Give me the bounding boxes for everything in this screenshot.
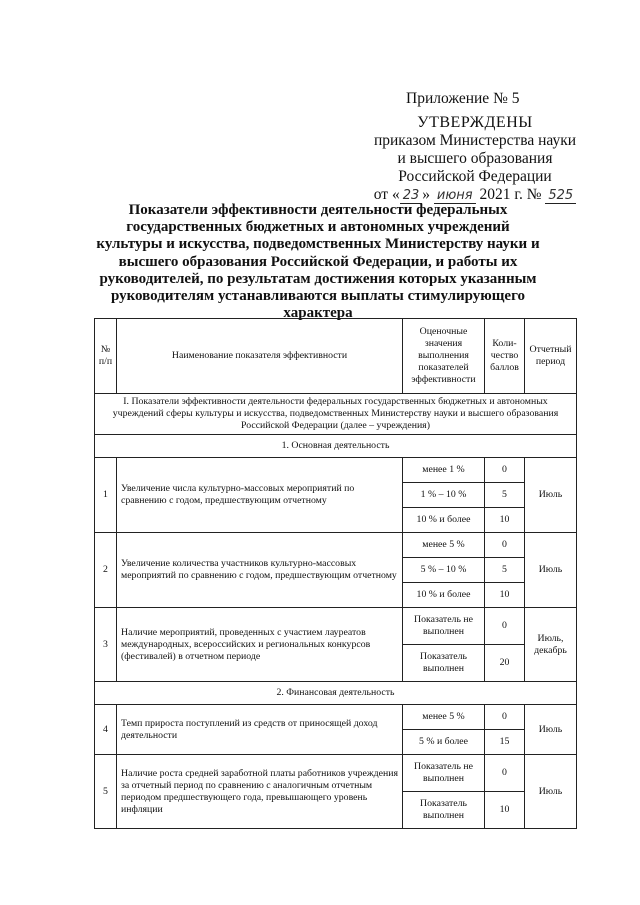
row-1-points-1: 0 [485, 458, 525, 483]
subsection-1-title: 1. Основная деятельность [95, 435, 577, 458]
row-2-period: Июль [525, 533, 577, 608]
row-1-value-1: менее 1 % [403, 458, 485, 483]
row-4-value-1: менее 5 % [403, 705, 485, 730]
row-1-points-3: 10 [485, 508, 525, 533]
approved-heading: УТВЕРЖДЕНЫ [417, 114, 533, 131]
row-2-value-1: менее 5 % [403, 533, 485, 558]
subsection-2-title: 2. Финансовая деятельность [95, 682, 577, 705]
row-2-points-1: 0 [485, 533, 525, 558]
row-2-value-3: 10 % и более [403, 583, 485, 608]
header-name: Наименование показателя эффективности [117, 319, 403, 394]
row-3-period: Июль, декабрь [525, 608, 577, 682]
row-3-value-1: Показатель не выполнен [403, 608, 485, 645]
date-month-handwritten: июня [434, 189, 476, 204]
table-row [95, 705, 577, 730]
row-5-points-1: 0 [485, 755, 525, 792]
row-2-points-3: 10 [485, 583, 525, 608]
date-mid: » [422, 186, 431, 203]
row-4-value-2: 5 % и более [403, 730, 485, 755]
table-row [95, 608, 577, 645]
row-5-num: 5 [95, 755, 117, 829]
row-2-points-2: 5 [485, 558, 525, 583]
indicators-table [94, 318, 577, 829]
row-2-value-2: 5 % – 10 % [403, 558, 485, 583]
row-5-name: Наличие роста средней заработной платы работников учреждения за отчетный период по сравнению с аналогичным отчетным периодом предшествующего года, превышающего уровень инфляции [117, 755, 403, 829]
row-5-period: Июль [525, 755, 577, 829]
table-row [95, 458, 577, 483]
date-year: 2021 г. № [479, 186, 542, 203]
row-5-value-2: Показатель выполнен [403, 792, 485, 829]
subsection-row [95, 435, 577, 458]
order-line-1: приказом Министерства науки [373, 132, 577, 149]
subsection-row [95, 682, 577, 705]
row-1-num: 1 [95, 458, 117, 533]
row-4-period: Июль [525, 705, 577, 755]
header-values: Оценочные значения выполнения показателей эффективности [403, 319, 485, 394]
table-header-row [95, 319, 577, 394]
appendix-label: Приложение № 5 [406, 90, 520, 107]
document-title: Показатели эффективности деятельности федеральных государственных бюджетных и автономных учреждений культуры и искусства, подведомственных Министерству науки и высшего образования Российской Федерации, и работы их руководителей, по результатам достижения которых указанным руководителям устанавливаются выплаты стимулирующего характера [96, 202, 540, 322]
header-period: Отчетный период [525, 319, 577, 394]
order-line-3: Российской Федерации [398, 168, 552, 185]
date-prefix: от « [373, 186, 400, 203]
row-4-num: 4 [95, 705, 117, 755]
header-points: Коли-чество баллов [485, 319, 525, 394]
row-3-points-2: 20 [485, 645, 525, 682]
section-1-title: I. Показатели эффективности деятельности федеральных государственных бюджетных и автономных учреждений сферы культуры и искусства, подведомственных Министерству науки и высшего образования Российской Федерации (далее – учреждения) [95, 394, 577, 435]
row-1-value-3: 10 % и более [403, 508, 485, 533]
row-5-points-2: 10 [485, 792, 525, 829]
row-4-name: Темп прироста поступлений из средств от приносящей доход деятельности [117, 705, 403, 755]
section-row [95, 394, 577, 435]
table-row [95, 755, 577, 792]
row-3-value-2: Показатель выполнен [403, 645, 485, 682]
row-3-points-1: 0 [485, 608, 525, 645]
row-4-points-2: 15 [485, 730, 525, 755]
row-2-name: Увеличение количества участников культурно-массовых мероприятий по сравнению с годом, предшествующим отчетному [117, 533, 403, 608]
row-5-value-1: Показатель не выполнен [403, 755, 485, 792]
order-line-2: и высшего образования [397, 150, 553, 167]
date-day-handwritten: 23 [400, 189, 423, 204]
header-num: № п/п [95, 319, 117, 394]
row-1-period: Июль [525, 458, 577, 533]
row-3-num: 3 [95, 608, 117, 682]
row-1-points-2: 5 [485, 483, 525, 508]
row-3-name: Наличие мероприятий, проведенных с участием лауреатов международных, всероссийских и региональных конкурсов (фестивалей) в отчетном периоде [117, 608, 403, 682]
row-1-value-2: 1 % – 10 % [403, 483, 485, 508]
table-row [95, 533, 577, 558]
row-1-name: Увеличение числа культурно-массовых мероприятий по сравнению с годом, предшествующим отчетному [117, 458, 403, 533]
approval-block [340, 88, 610, 204]
order-number-handwritten: 525 [545, 189, 576, 204]
row-4-points-1: 0 [485, 705, 525, 730]
row-2-num: 2 [95, 533, 117, 608]
